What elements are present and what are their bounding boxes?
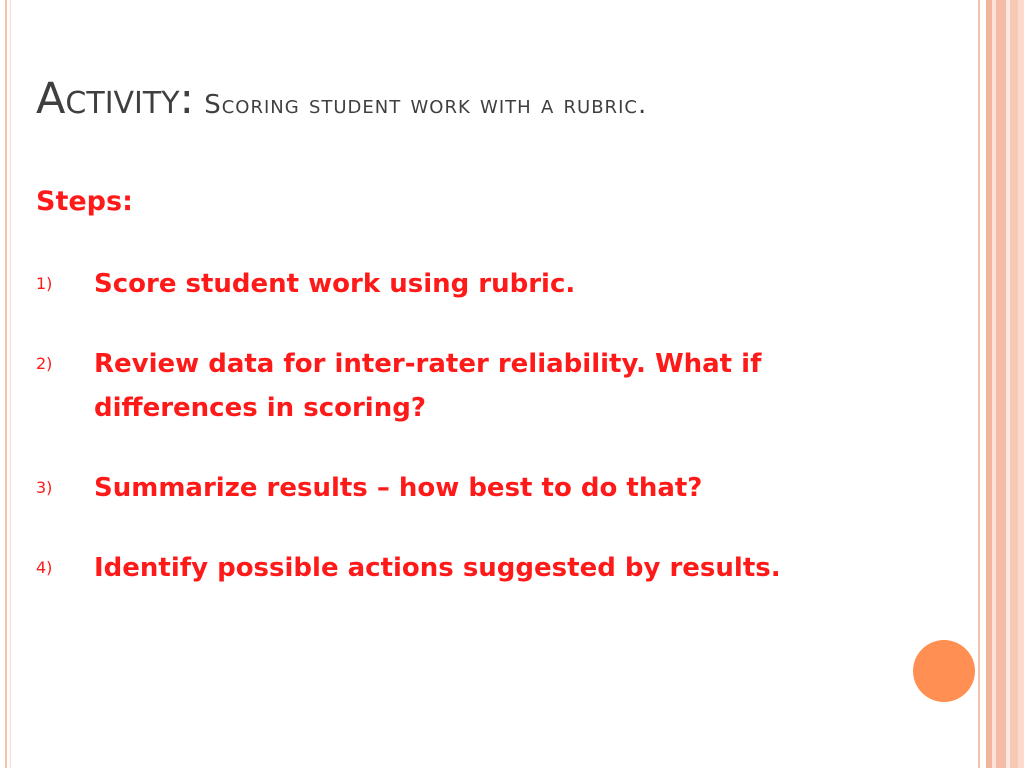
- list-item-text: Review data for inter-rater reliability. What if differences in scoring?: [94, 349, 762, 423]
- list-item: [36, 342, 896, 430]
- list-item-number: 2): [36, 354, 53, 373]
- list-item-text: Score student work using rubric.: [94, 269, 576, 299]
- list-item: [36, 546, 896, 590]
- left-border-line: [5, 0, 7, 768]
- title-subtitle: Scoring student work with a rubric.: [204, 90, 648, 120]
- accent-circle: [913, 640, 975, 702]
- title-main: Activity:: [36, 74, 195, 124]
- slide-title: [36, 74, 648, 124]
- list-item-number: 4): [36, 558, 53, 577]
- steps-label: Steps:: [36, 186, 133, 217]
- steps-list: [36, 262, 896, 626]
- list-item-text: Summarize results – how best to do that?: [94, 473, 703, 503]
- list-item: [36, 466, 896, 510]
- left-border-inner-line: [10, 0, 11, 768]
- list-item: [36, 262, 896, 306]
- list-item-number: 1): [36, 274, 53, 293]
- right-decorative-stripes: [978, 0, 1024, 768]
- list-item-text: Identify possible actions suggested by results.: [94, 553, 781, 583]
- list-item-number: 3): [36, 478, 53, 497]
